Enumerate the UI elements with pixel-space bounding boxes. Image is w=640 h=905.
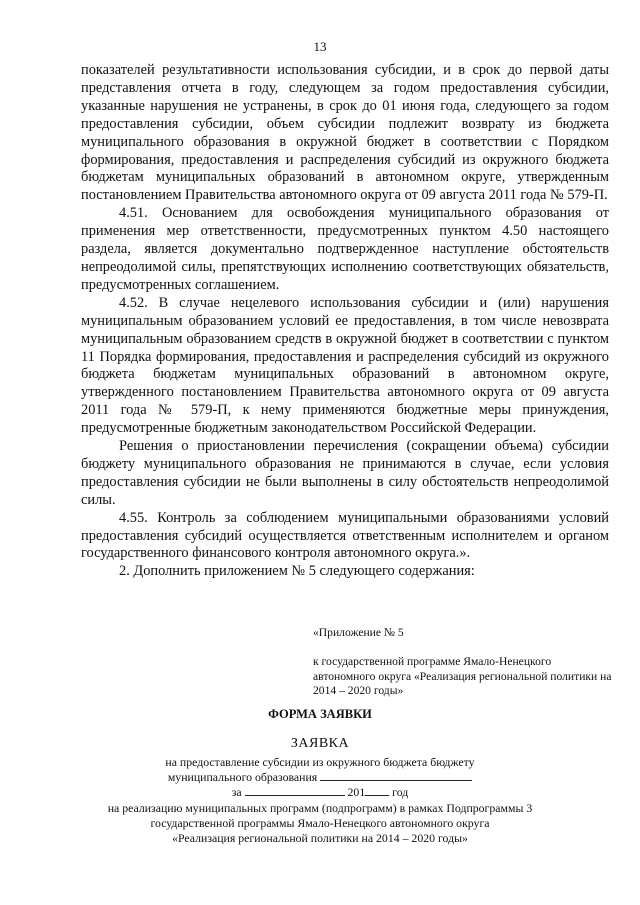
- year-blank: [365, 785, 389, 796]
- appendix-header: [313, 626, 613, 698]
- application-line-2: [0, 770, 640, 785]
- municipality-blank: [320, 770, 472, 781]
- year-number: 201: [347, 785, 366, 799]
- application-line-1: на предоставление субсидии из окружного бюджета бюджету: [165, 755, 475, 769]
- form-title: ФОРМА ЗАЯВКИ: [268, 707, 372, 721]
- application-line-3: [0, 785, 640, 800]
- paragraph-4-55: 4.55. Контроль за соблюдением муниципальными образованиями условий предоставления субсидий осуществляется ответственным исполнителем и органом государственного финансового контроля автономного округа.».: [81, 509, 609, 562]
- body-text: [81, 62, 609, 581]
- appendix-reference: к государственной программе Ямало-Ненецкого автономного округа «Реализация региональной политики на 2014 – 2020 годы»: [313, 655, 612, 697]
- paragraph-4-52: 4.52. В случае нецелевого использования субсидии и (или) нарушения муниципальным образованием условий ее предоставления, в том числе невозврата муниципальным образованием средств в окружной бюджет в соответствии с пунктом 11 Порядка формирования, предоставления и распределения субсидий из окружного бюджета бюджетам муниципальных образований в автономном округе, утвержденного постановлением Правительства автономного округа от 09 августа 2011 года № 579-П, к нему применяются бюджетные меры принуждения, предусмотренные бюджетным законодательством Российской Федерации.: [81, 294, 609, 437]
- page-number: 13: [313, 39, 327, 54]
- period-blank: [245, 785, 345, 796]
- application-title: ЗАЯВКА: [290, 736, 350, 751]
- application-line-6: «Реализация региональной политики на 2014 – 2020 годы»: [172, 831, 468, 845]
- municipality-label: муниципального образования: [167, 770, 318, 784]
- appendix-number: «Приложение № 5: [313, 626, 404, 639]
- year-prefix: за: [231, 785, 242, 799]
- application-line-4: на реализацию муниципальных программ (подпрограмм) в рамках Подпрограммы 3: [107, 801, 533, 815]
- application-line-5: государственной программы Ямало-Ненецкого автономного округа: [150, 816, 490, 830]
- paragraph-decisions: Решения о приостановлении перечисления (сокращении объема) субсидии бюджету муниципального образования не принимаются в случае, если условия предоставления субсидии не были выполнены в силу обстоятельств непреодолимой силы.: [81, 438, 609, 508]
- paragraph-1: показателей результативности использования субсидии, и в срок до первой даты представления отчета в году, следующем за годом предоставления субсидии, указанные нарушения не устранены, в срок до 01 июня года, следующего за годом предоставления субсидии, объем субсидии подлежит возврату из бюджета муниципального образования в окружной бюджет в соответствии с Порядком формирования, предоставления и распределения субсидий из окружного бюджета бюджетам муниципальных образований в автономном округе, утвержденным постановлением Правительства автономного округа от 09 августа 2011 года № 579-П.: [81, 62, 609, 204]
- year-suffix: год: [392, 785, 409, 799]
- paragraph-2-append: 2. Дополнить приложением № 5 следующего содержания:: [119, 563, 475, 580]
- paragraph-4-51: 4.51. Основанием для освобождения муниципального образования от применения мер ответственности, предусмотренных пунктом 4.50 настоящего раздела, является документально подтвержденное наступление обстоятельств непреодолимой силы, препятствующих исполнению соответствующих обязательств, предусмотренных соглашением.: [81, 205, 609, 293]
